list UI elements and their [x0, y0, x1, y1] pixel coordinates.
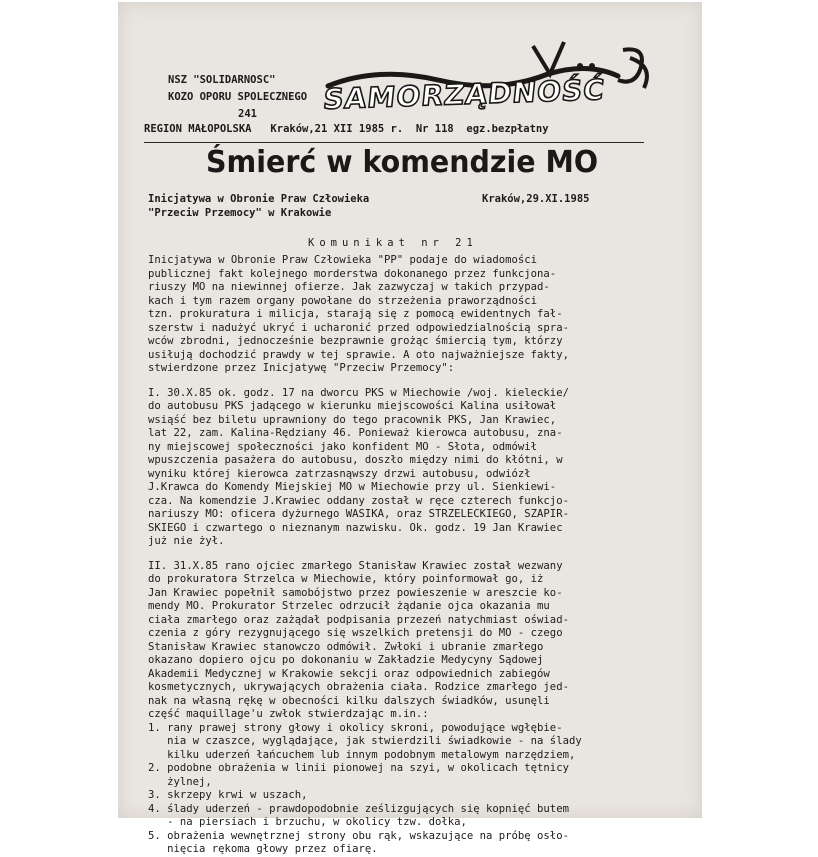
- text-line: mendy MO. Prokurator Strzelec odrzucił żądanie ojca okazania mu: [148, 600, 550, 612]
- text-line: usiłują dochodzić prawdy w tej sprawie. A oto najważniejsze fakty,: [148, 348, 569, 361]
- union-line: KOZO OPORU SPOLECZNEGO: [168, 91, 308, 103]
- text-line: 5. obrażenia wewnętrznej strony obu rąk, wskazujące na próbę osło-: [148, 829, 569, 842]
- text-line: 3. skrzepy krwi w uszach,: [148, 789, 308, 801]
- text-line: 2. podobne obrażenia w linii pionowej na szyi, w okolicach tętnicy: [148, 762, 569, 774]
- masthead-logo: [318, 36, 658, 116]
- text-line: cza. Na komendzie J.Krawiec oddany został w ręce czterech funkcjo-: [148, 494, 569, 507]
- text-line: II. 31.X.85 rano ojciec zmarłego Stanisław Krawiec został wezwany: [148, 559, 563, 572]
- text-line: szerstw i nadużyć ukryć i ucharonić przed odpowiedzialnością spra-: [148, 321, 569, 334]
- text-line: kilku uderzeń łańcuchem lub innym podobnym metalowym narzędziem,: [148, 748, 576, 761]
- text-line: - na piersiach i brzuchu, w okolicy tzw. dołka,: [148, 816, 467, 828]
- text-line: Stanisław Krawiec stanowczo odmówił. Zwłoki i ubranie zmarłego: [148, 640, 544, 653]
- initiative-subname: "Przeciw Przemocy" w Krakowie: [148, 207, 332, 219]
- text-line: tzn. prokuratura i milicja, starają się z pomocą ewidentnych fał-: [148, 308, 563, 320]
- text-line: 1. rany prawej strony głowy i okolicy skroni, powodujące wgłębie-: [148, 721, 563, 734]
- text-line: do prokuratora Strzelca w Miechowie, który poinformował go, iż: [148, 573, 544, 585]
- text-line: stwierdzone przez Inicjatywę "Przeciw Przemocy":: [148, 362, 455, 374]
- text-line: ny miejscowej społeczności jako konfident MO - Słota, odmówił: [148, 440, 538, 453]
- text-line: wpuszczenia pasażera do autobusu, doszło między nimi do kłótni, w: [148, 454, 563, 466]
- union-line: NSZ "SOLIDARNOSC": [168, 74, 276, 86]
- text-line: nariuszy MO: oficera dyżurnego WASIKA, oraz STRZELECKIEGO, SZAPIR-: [148, 508, 569, 520]
- communique-date: Kraków,29.XI.1985: [482, 193, 590, 205]
- article-body: [148, 254, 688, 857]
- text-line: nak na własną rękę w obecności kilku dalszych świadków, usunęli: [148, 694, 550, 707]
- newsletter-page: [118, 2, 702, 855]
- text-line: okazano dopiero ojcu po dokonaniu w Zakładzie Medycyny Sądowej: [148, 654, 544, 666]
- paragraph-gap: [148, 549, 688, 560]
- text-line: żylnej,: [148, 775, 212, 788]
- text-line: kach i tym razem organy powołane do strzeżenia praworządności: [148, 294, 538, 307]
- text-line: Jan Krawiec popełnił samobójstwo przez powieszenie w areszcie ko-: [148, 586, 563, 599]
- issue-line: REGION MAŁOPOLSKA Kraków,21 XII 1985 r. Nr 118 egz.bezpłatny: [144, 123, 549, 135]
- text-line: czenia z góry rezygnującego się wszelkich pretensji do MO - czego: [148, 627, 563, 639]
- union-header: [168, 72, 307, 123]
- text-line: J.Krawca do Komendy Miejskiej MO w Miechowie przy ul. Sienkiewi-: [148, 481, 557, 493]
- text-line: I. 30.X.85 ok. godz. 17 na dworcu PKS w Miechowie /woj. kieleckie/: [148, 386, 569, 399]
- text-line: Inicjatywa w Obronie Praw Człowieka "PP" podaje do wiadomości: [148, 254, 538, 266]
- communique-title: Komunikat nr 21: [308, 237, 478, 249]
- text-line: SKIEGO i czwartego o nieznanym nazwisku. Ok. godz. 19 Jan Krawiec: [148, 521, 563, 534]
- text-line: riuszy MO na niewinnej ofierze. Jak zazwyczaj w takich przypad-: [148, 281, 550, 293]
- text-line: nięcia rękoma głowy przez ofiarę.: [148, 843, 378, 855]
- union-line: 241: [238, 108, 257, 120]
- text-line: ciała zmarłego oraz zażądał podpisania przezeń natychmiast oświad-: [148, 613, 569, 626]
- text-line: wców zbrodni, jednocześnie bezprawnie grożąc śmiercią tym, którzy: [148, 335, 563, 347]
- text-line: już nie żył.: [148, 535, 225, 547]
- masthead-title: SAMORZĄDNOŚĆ: [321, 73, 607, 116]
- text-line: wsiąść bez biletu uprawniony do tego pracownik PKS, Jan Krawiec,: [148, 413, 557, 426]
- text-line: część maquillage'u zwłok stwierdzając m.in.:: [148, 708, 429, 720]
- text-line: publicznej fakt kolejnego morderstwa dokonanego przez funkcjona-: [148, 267, 557, 280]
- text-line: kosmetycznych, ukrywających obrażenia ciała. Rodzice zmarłego jed-: [148, 681, 569, 693]
- headline: Śmierć w komendzie MO: [206, 145, 599, 180]
- text-line: lat 22, zam. Kalina-Rędziany 46. Ponieważ kierowca autobusu, zna-: [148, 427, 563, 439]
- text-line: 4. ślady uderzeń - prawdopodobnie ześlizgujących się kopnięć butem: [148, 802, 569, 815]
- text-line: wyniku której kierowca zatrzasnąwszy drzwi autobusu, odwiózł: [148, 467, 531, 480]
- header-rule: [144, 142, 644, 143]
- text-line: Akademii Medycznej w Krakowie sekcji oraz odpowiednich zabiegów: [148, 667, 550, 680]
- initiative-name: Inicjatywa w Obronie Praw Człowieka: [148, 193, 370, 205]
- text-line: do autobusu PKS jadącego w kierunku miejscowości Kalina usiłował: [148, 400, 557, 412]
- text-line: nia w czaszce, wyglądające, jak stwierdzili świadkowie - na ślady: [148, 735, 582, 747]
- paragraph-gap: [148, 376, 688, 387]
